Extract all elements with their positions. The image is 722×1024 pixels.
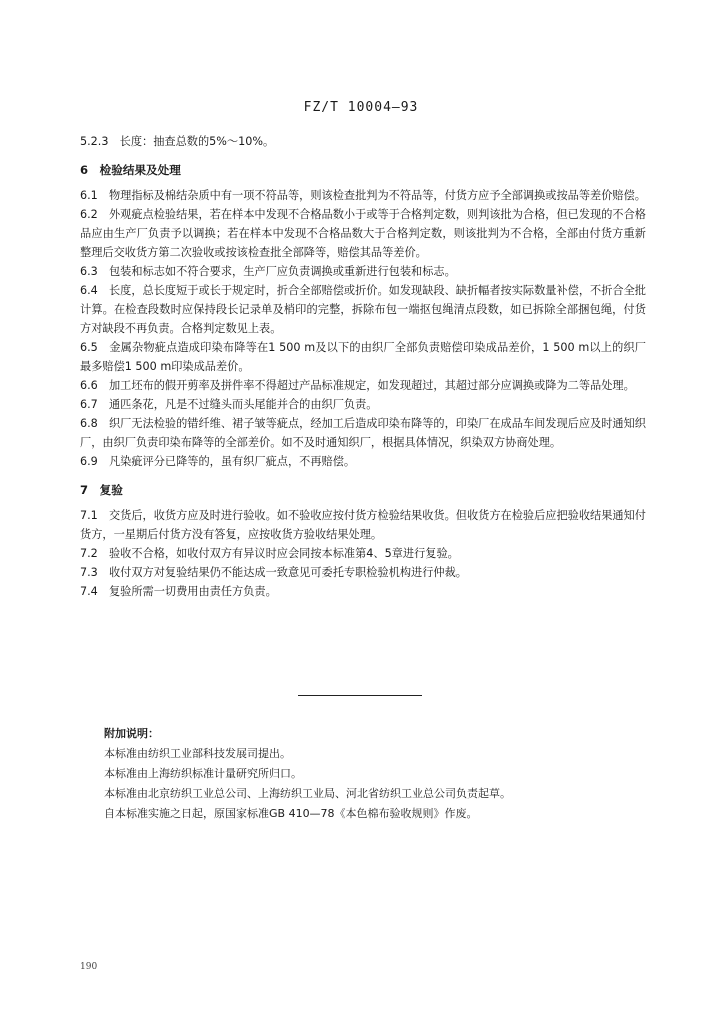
clause-7-4: 7.4 复验所需一切费用由责任方负责。 [80, 585, 277, 598]
clause-6-1: 6.1 物理指标及棉结杂质中有一项不符品等，则该检查批判为不符品等，付货方应予全部调换或按品等差价赔偿。 [80, 189, 646, 202]
clause-7-1: 7.1 交货后，收货方应及时进行验收。如不验收应按付货方检验结果收货。但收货方在检验后应把验收结果通知付货方，一星期后付货方没有答复，应按收货方验收结果处理。 [80, 509, 646, 541]
note-line: 本标准由北京纺织工业总公司、上海纺织工业局、河北省纺织工业总公司负责起草。 [104, 787, 511, 800]
notes-title: 附加说明： [104, 727, 159, 740]
note-line: 本标准由上海纺织标准计量研究所归口。 [104, 767, 302, 780]
end-divider [298, 695, 422, 696]
clause-7-3: 7.3 收付双方对复验结果仍不能达成一致意见可委托专职检验机构进行仲裁。 [80, 566, 467, 579]
clause-5-2-3: 5.2.3 长度：抽查总数的5%～10%。 [80, 135, 275, 148]
note-line: 自本标准实施之日起，原国家标准GB 410—78《本色棉布验收规则》作废。 [104, 807, 478, 820]
section-6-heading: 6 检验结果及处理 [80, 163, 181, 177]
clause-7-2: 7.2 验收不合格，如收付双方有异议时应会同按本标准第4、5章进行复验。 [80, 547, 459, 560]
standard-code-header: FZ/T 10004—93 [303, 100, 419, 115]
body-text [80, 132, 646, 601]
clause-6-5: 6.5 金属杂物疵点造成印染布降等在1 500 m及以下的由织厂全部负责赔偿印染成品差价，1 500 m以上的织厂最多赔偿1 500 m印染成品差价。 [80, 341, 646, 373]
note-line: 本标准由纺织工业部科技发展司提出。 [104, 747, 291, 760]
clause-6-2: 6.2 外观疵点检验结果，若在样本中发现不合格品数小于或等于合格判定数，则判该批为合格，但已发现的不合格品应由生产厂负责予以调换；若在样本中发现不合格品数大于合格判定数，则该批判为不合格，全部由付货方重新整理后交收货方第二次验收或按该检查批全部降等，赔偿其品等差价。 [80, 208, 646, 259]
clause-6-6: 6.6 加工坯布的假开剪率及拼件率不得超过产品标准规定，如发现超过，其超过部分应调换或降为二等品处理。 [80, 379, 635, 392]
clause-6-9: 6.9 凡染疵评分已降等的，虽有织厂疵点，不再赔偿。 [80, 455, 356, 468]
additional-notes [104, 724, 664, 824]
clause-6-3: 6.3 包装和标志如不符合要求，生产厂应负责调换或重新进行包装和标志。 [80, 265, 456, 278]
clause-6-8: 6.8 织厂无法检验的错纤维、裙子皱等疵点，经加工后造成印染布降等的，印染厂在成品车间发现后应及时通知织厂，由织厂负责印染布降等的全部差价。如不及时通知织厂，根据具体情况，织染双方协商处理。 [80, 417, 646, 449]
clause-6-4: 6.4 长度，总长度短于或长于规定时，折合全部赔偿或折价。如发现缺段、缺折幅者按实际数量补偿，不折合全批计算。在检查段数时应保持段长记录单及梢印的完整，拆除布包一端抠包绳清点段数，如已拆除全部捆包绳，付货方对缺段不再负责。合格判定数见上表。 [80, 284, 646, 335]
section-7-heading: 7 复验 [80, 483, 123, 497]
clause-6-7: 6.7 通匹条花，凡是不过缝头而头尾能并合的由织厂负责。 [80, 398, 378, 411]
page-number: 190 [80, 962, 98, 972]
